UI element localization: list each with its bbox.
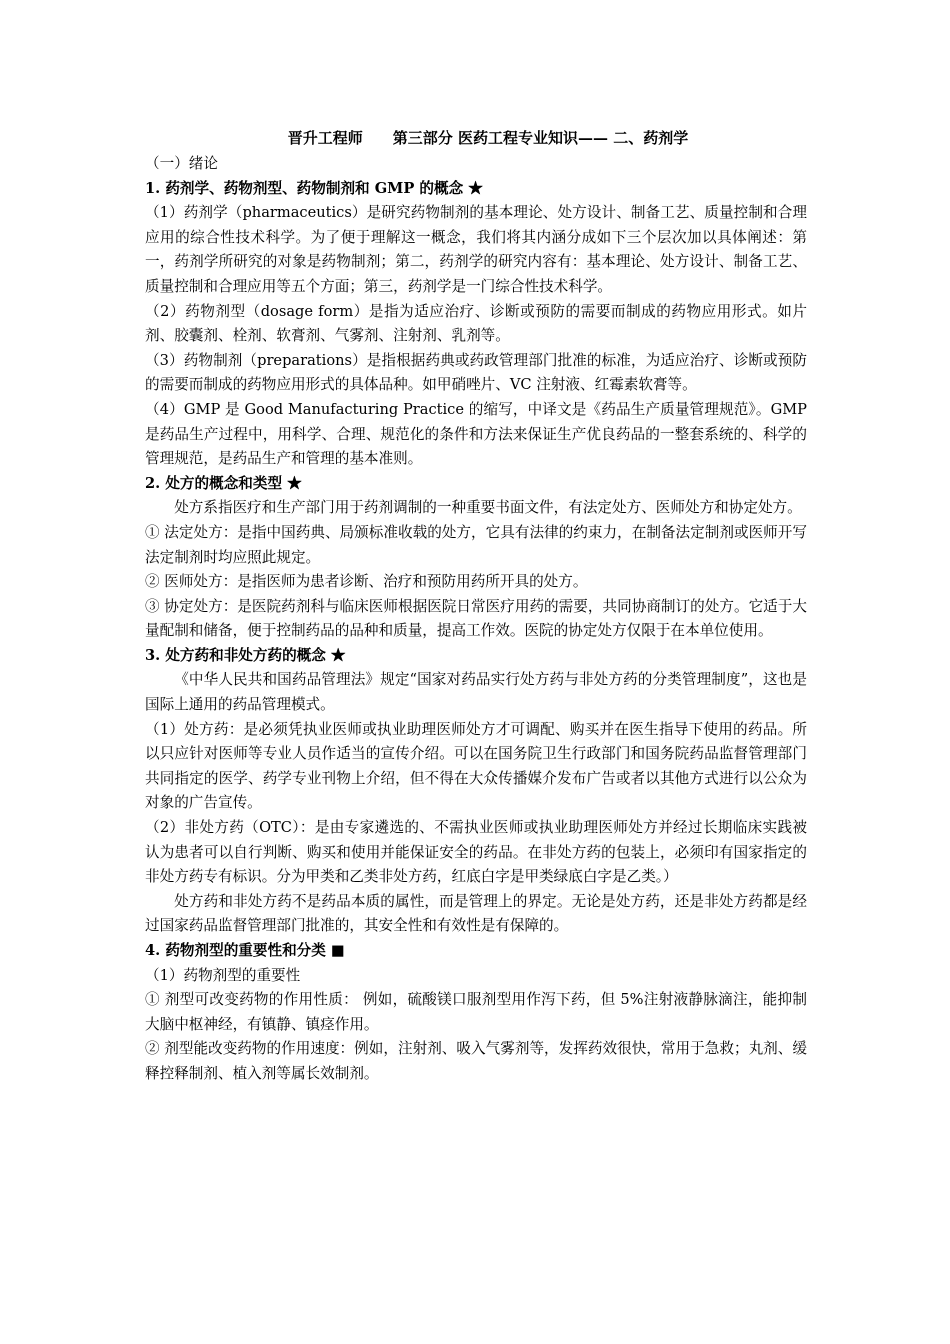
- paragraph-physician-prescription: ② 医师处方：是指医师为患者诊断、治疗和预防用药所开具的处方。: [145, 573, 588, 591]
- paragraph-pharmaceutics: （1）药剂学（pharmaceutics）是研究药物制剂的基本理论、处方设计、制备工艺、质量控制和合理应用的综合性技术科学。为了便于理解这一概念，我们将其内涵分成如下三个层次加以具体阐述：第一，药剂学所研究的对象是药物制剂；第二，药剂学的研究内容有：基本理论、处方设计、制备工艺、质量控制和合理应用等五个方面；第三，药剂学是一门综合性技术科学。: [145, 204, 807, 295]
- paragraph-preparations: （3）药物制剂（preparations）是指根据药典或药政管理部门批准的标准，为适应治疗、诊断或预防的需要而制成的药物应用形式的具体品种。如甲硝唑片、VC 注射液、红霉素软膏等。: [145, 351, 807, 394]
- paragraph-prescription-intro: 处方系指医疗和生产部门用于药剂调制的一种重要书面文件，有法定处方、医师处方和协定处方。: [174, 499, 802, 517]
- paragraph-action-nature: ① 剂型可改变药物的作用性质： 例如，硫酸镁口服剂型用作泻下药，但 5%注射液静脉滴注，能抑制大脑中枢神经，有镇静、镇痉作用。: [145, 991, 807, 1033]
- paragraph-dosage-importance: （1）药物剂型的重要性: [145, 966, 301, 984]
- paragraph-drug-law: 《中华人民共和国药品管理法》规定“国家对药品实行处方药与非处方药的分类管理制度”，这也是国际上通用的药品管理模式。: [145, 671, 807, 714]
- paragraph-gmp: （4）GMP 是 Good Manufacturing Practice 的缩写，中译文是《药品生产质量管理规范》。GMP 是药品生产过程中，用科学、合理、规范化的条件和方法来保证生产优良药品的一整套系统的、科学的管理规范，是药品生产和管理的基本准则。: [145, 400, 807, 468]
- paragraph-rx-otc-summary: 处方药和非处方药不是药品本质的属性，而是管理上的界定。无论是处方药，还是非处方药都是经过国家药品监督管理部门批准的，其安全性和有效性是有保障的。: [145, 892, 807, 935]
- paragraph-otc-drugs: （2）非处方药（OTC）：是由专家遴选的、不需执业医师或执业助理医师处方并经过长期临床实践被认为患者可以自行判断、购买和使用并能保证安全的药品。在非处方药的包装上，必须印有国家指定的非处方药专有标识。分为甲类和乙类非处方药，红底白字是甲类绿底白字是乙类。）: [145, 819, 807, 886]
- section-heading-intro: （一）绪论: [145, 155, 218, 172]
- heading-2: 2. 处方的概念和类型 ★: [145, 474, 302, 492]
- heading-3: 3. 处方药和非处方药的概念 ★: [145, 646, 346, 664]
- document-page: [145, 126, 807, 1087]
- page-title: 晋升工程师 第三部分 医药工程专业知识—— 二、药剂学: [287, 129, 689, 147]
- paragraph-agreed-prescription: ③ 协定处方：是医院药剂科与临床医师根据医院日常医疗用药的需要，共同协商制订的处方。它适于大量配制和储备，便于控制药品的品种和质量，提高工作效。医院的协定处方仅限于在本单位使用。: [145, 597, 807, 640]
- heading-1: 1. 药剂学、药物剂型、药物制剂和 GMP 的概念 ★: [145, 179, 483, 197]
- paragraph-legal-prescription: ① 法定处方：是指中国药典、局颁标准收载的处方，它具有法律的约束力，在制备法定制剂或医师开写法定制剂时均应照此规定。: [145, 523, 807, 566]
- paragraph-rx-drugs: （1）处方药：是必须凭执业医师或执业助理医师处方才可调配、购买并在医生指导下使用的药品。所以只应针对医师等专业人员作适当的宣传介绍。可以在国务院卫生行政部门和国务院药品监督管理部门共同指定的医学、药学专业刊物上介绍，但不得在大众传播媒介发布广告或者以其他方式进行以公众为对象的广告宣传。: [145, 720, 807, 812]
- paragraph-action-speed: ② 剂型能改变药物的作用速度：例如，注射剂、吸入气雾剂等，发挥药效很快，常用于急救；丸剂、缓释控释制剂、植入剂等属长效制剂。: [145, 1040, 807, 1082]
- heading-4: 4. 药物剂型的重要性和分类 ■: [145, 942, 345, 959]
- paragraph-dosage-form: （2）药物剂型（dosage form）是指为适应治疗、诊断或预防的需要而制成的药物应用形式。如片剂、胶囊剂、栓剂、软膏剂、气雾剂、注射剂、乳剂等。: [145, 302, 807, 345]
